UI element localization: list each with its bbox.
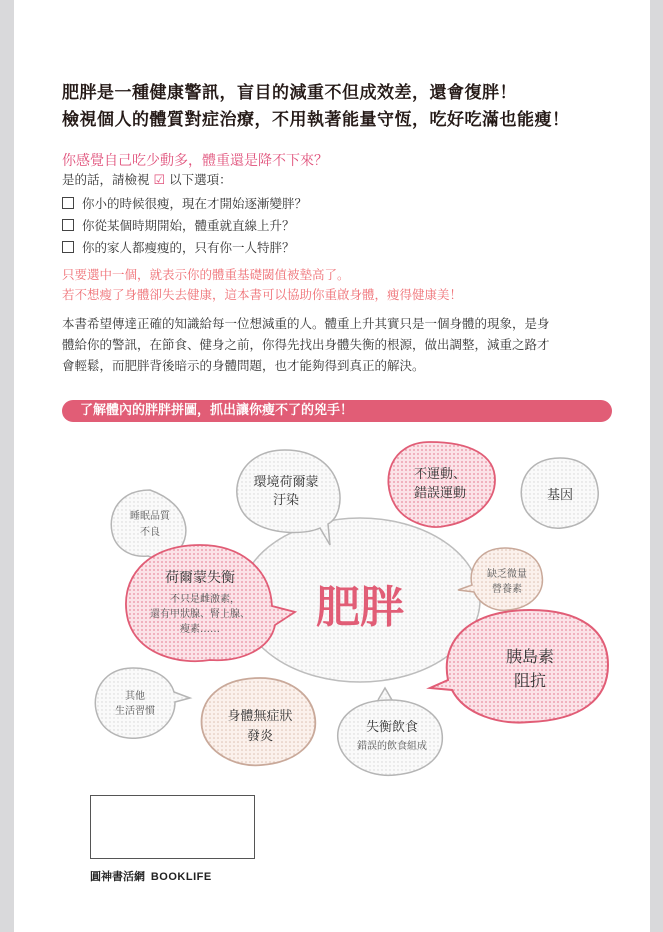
instruction-after: 以下選項： [169, 172, 232, 187]
check-icon: ☑ [153, 173, 166, 188]
bubble-label: 基因 [546, 488, 574, 503]
bubble-label: 錯誤的飲食組成 [357, 741, 427, 752]
bubble-label: 還有甲狀腺、腎上腺、 [150, 609, 250, 620]
instruction-before: 是的話，請檢視 [62, 172, 150, 187]
body-line-2: 體給你的警訊，在節食、健身之前，你得先找出身體失衡的根源，做出調整，減重之路才 [62, 337, 550, 352]
headline-line-2: 檢視個人的體質對症治療，不用執著能量守恆，吃好吃滿也能瘦！ [62, 110, 570, 130]
brand-zh: 圓神書活網 [90, 870, 145, 883]
bubble-label: 發炎 [246, 729, 274, 744]
bubble-label: 不運動、 [413, 467, 467, 482]
bubble-no-exercise [388, 442, 495, 527]
bubble-label: 失衡飲食 [365, 720, 419, 735]
bubble-label: 生活習慣 [115, 706, 155, 717]
bubble-label: 錯誤運動 [413, 486, 467, 501]
question-title: 你感覺自己吃少動多，體重還是降不下來？ [62, 153, 328, 169]
highlight-line-1: 只要選中一個，就表示你的體重基礎閾值被墊高了。 [62, 267, 350, 282]
checklist-text: 你從某個時期開始，體重就直線上升？ [82, 218, 295, 233]
bubble-label: 不良 [140, 527, 160, 538]
bubble-genes [521, 458, 598, 528]
bubble-other-habits [95, 668, 190, 738]
bubble-label: 荷爾蒙失衡 [165, 570, 235, 586]
bubble-label: 瘦素…… [180, 624, 220, 635]
barcode-box [90, 795, 255, 859]
bubble-label: 其他 [125, 691, 145, 702]
bubble-label: 營養素 [492, 584, 522, 595]
bubble-env-hormone [237, 450, 340, 545]
body-line-1: 本書希望傳達正確的知識給每一位想減重的人。體重上升其實只是一個身體的現象，是身 [62, 316, 550, 331]
bubble-diet [338, 688, 443, 775]
center-label: 肥胖 [316, 582, 404, 633]
brand-en: BOOKLIFE [150, 871, 212, 883]
publisher-brand [90, 868, 212, 884]
bubble-inflammation [202, 678, 316, 765]
section-banner: 了解體內的胖胖拼圖，抓出讓你瘦不了的兇手！ [62, 400, 612, 422]
headline-line-1: 肥胖是一種健康警訊，盲目的減重不但成效差，還會復胖！ [62, 83, 517, 103]
bubble-label: 身體無症狀 [227, 709, 293, 724]
bubble-label: 胰島素 [505, 647, 555, 666]
checklist-text: 你小的時候很瘦，現在才開始逐漸變胖？ [82, 196, 308, 211]
bubble-label: 環境荷爾蒙 [253, 475, 319, 490]
body-line-3: 會輕鬆，而肥胖背後暗示的身體問題，也才能夠得到真正的解決。 [62, 358, 425, 373]
bubble-label: 汙染 [272, 493, 300, 508]
bubble-label: 阻抗 [513, 671, 547, 690]
checklist-text: 你的家人都瘦瘦的，只有你一人特胖？ [82, 240, 295, 255]
highlight-line-2: 若不想瘦了身體卻失去健康，這本書可以協助你重啟身體，瘦得健康美！ [62, 287, 463, 302]
bubble-label: 缺乏微量 [487, 569, 527, 580]
bubble-label: 不只是雌激素， [170, 594, 240, 605]
bubble-label: 睡眠品質 [130, 511, 170, 522]
